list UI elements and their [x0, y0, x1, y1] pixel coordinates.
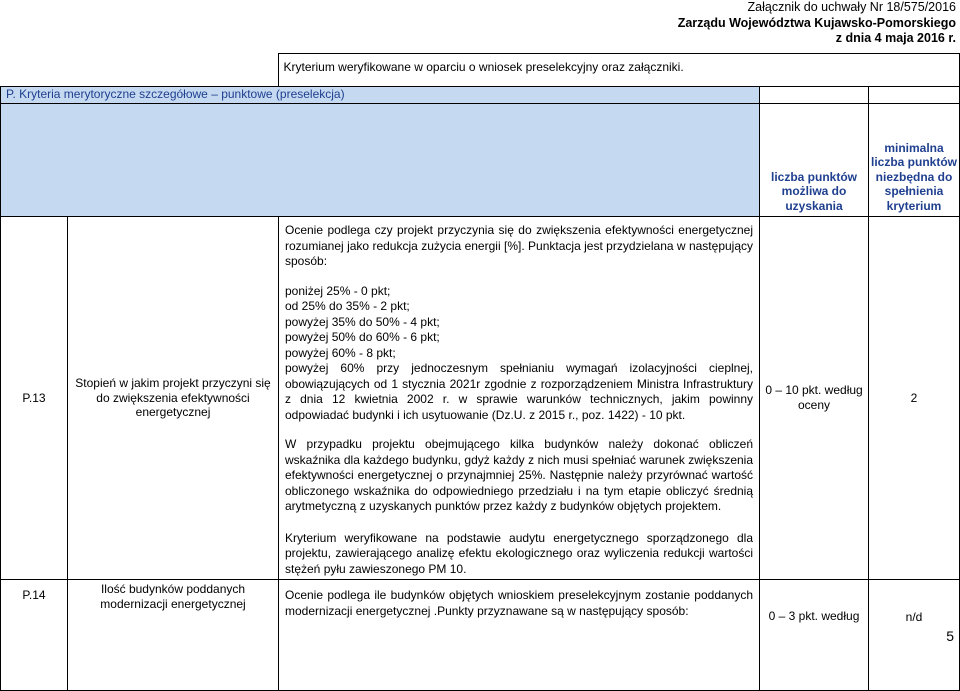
- criterion-id: P.13: [1, 217, 68, 580]
- header-line-2: Zarządu Województwa Kujawsko-Pomorskiego: [677, 15, 956, 30]
- scale-item: powyżej 60% - 8 pkt;: [285, 345, 396, 360]
- scale-item: od 25% do 35% - 2 pkt;: [285, 299, 410, 313]
- points-range: 0 – 10 pkt. według oceny: [760, 217, 869, 580]
- col-points-header: liczba punktów możliwa do uzyskania: [760, 104, 869, 217]
- header-line-1: Załącznik do uchwały Nr 18/575/2016: [747, 0, 956, 14]
- description-intro: Ocenie podlega czy projekt przyczynia się do zwiększenia efektywności energetycznej rozumianej jako redukcja zużycia energii [%]. Punktacja jest przydzielana w następujący sposób:: [285, 223, 754, 268]
- criterion-row-p14: [1, 580, 960, 691]
- verification-note: Kryterium weryfikowane w oparciu o wniosek preselekcyjny oraz załączniki.: [278, 54, 959, 100]
- points-range: 0 – 3 pkt. według: [760, 580, 869, 691]
- description-intro: Ocenie podlega ile budynków objętych wnioskiem preselekcyjnym zostanie poddanych modernizacji energetycznej .Punkty przyznawane są w następujący sposób:: [285, 588, 754, 618]
- document-header: [678, 0, 956, 47]
- min-points: 2: [869, 217, 960, 580]
- criterion-name: Stopień w jakim projekt przyczyni się do zwiększenia efektywności energetycznej: [68, 217, 279, 580]
- page-number: 5: [946, 628, 954, 644]
- criterion-name: Ilość budynków poddanych modernizacji energetycznej: [68, 580, 279, 691]
- col-min-header: minimalna liczba punktów niezbędna do spełnienia kryterium: [869, 104, 960, 217]
- criteria-table: [0, 86, 960, 691]
- min-points: n/d: [869, 580, 960, 691]
- scale-item: poniżej 25% - 0 pkt;: [285, 283, 391, 298]
- criterion-description: [279, 580, 760, 691]
- scale-item: powyżej 60% przy jednoczesnym spełnianiu wymagań izolacyjności cieplnej, obowiązujących od 1 stycznia 2021r zgodnie z rozporządzeniem Ministra Infrastruktury z dnia 12 kwietnia 2002 r. w sprawie warunków technicznych, jakim powinny odpowiadać budynki i ich usytuowanie (Dz.U. z 2015 r., poz. 1422) - 10 pkt.: [285, 361, 754, 422]
- criterion-id: P.14: [1, 580, 68, 691]
- criterion-row-p13: [1, 217, 960, 580]
- column-header-row: [1, 104, 960, 217]
- criterion-description: [279, 217, 760, 580]
- header-blank: [1, 104, 760, 217]
- scale-item: powyżej 50% do 60% - 6 pkt;: [285, 330, 440, 344]
- section-caption: P. Kryteria merytoryczne szczegółowe – punktowe (preselekcja): [1, 87, 760, 104]
- multi-building-note: W przypadku projektu obejmującego kilka budynków należy dokonać obliczeń wskaźnika dla każdego budynku, gdyż każdy z nich musi spełniać warunek zwiększenia efektywności energetycznej o przynajmniej 25%. Następnie należy przyrównać wartość obliczonego wskaźnika do odpowiedniego przedziału i na tym etapie obliczyć średnią arytmetyczną z uzyskanych punktów przez każdy z budynków objętych projektem.: [285, 437, 754, 513]
- verification-basis: Kryterium weryfikowane na podstawie audytu energetycznego sporządzonego dla projektu, zawierającego analizę efektu ekologicznego oraz wyliczenia redukcji wartości stężeń pyłu zawieszonego PM 10.: [285, 530, 754, 576]
- scale-item: powyżej 35% do 50% - 4 pkt;: [285, 314, 440, 329]
- section-caption-row: [1, 87, 960, 104]
- header-line-3: z dnia 4 maja 2016 r.: [835, 31, 956, 45]
